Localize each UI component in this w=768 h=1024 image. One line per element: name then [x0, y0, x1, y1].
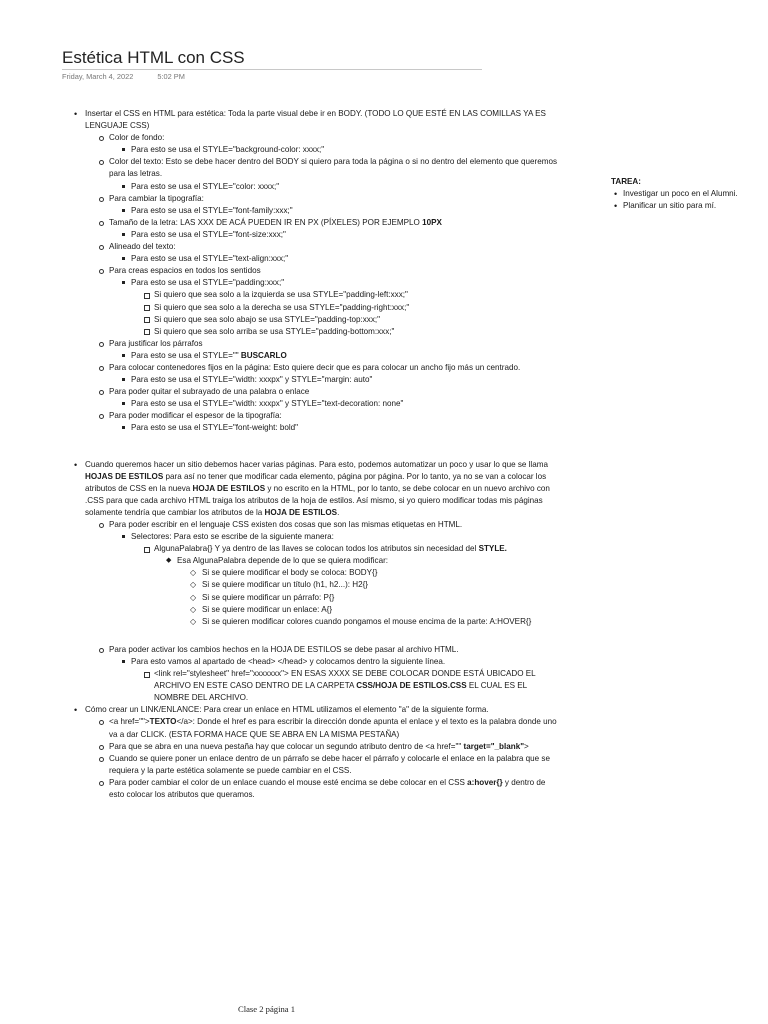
list-item: Para esto se usa el STYLE="" BUSCARLO [121, 350, 562, 362]
list-item: Color de fondo: Para esto se usa el STYLE="background-color: xxxx;" [97, 132, 562, 156]
list-item: Para poder escribir en el lenguaje CSS existen dos cosas que son las mismas etiquetas en HTML. Selectores: Para esto se escribe de la siguiente manera: AlgunaPalabra{} Y ya dentro de las llaves se colocan todos los atributos sin necesidad del STYLE. ◆ Esa AlgunaPalabra depende de lo que se quiera modificar: ◇ Si se quiere modificar el body se coloca: BODY{} ◇ Si se quiere modificar un título (h1, h2...): H2{} ◇ Si se quiere modificar un párrafo: P{} ◇ Si se quiere modificar un enlace: A{} ◇ Si se quieren modificar colores cuando pongamos el mouse encima de la parte: A:HOVER{} [97, 519, 562, 628]
list-item: Para cambiar la tipografía: Para esto se usa el STYLE="font-family:xxx;" [97, 193, 562, 217]
title-divider [62, 69, 482, 70]
list-item: Para colocar contenedores fijos en la página: Esto quiere decir que es para colocar un ancho fijo más un centrado. Para esto se usa el STYLE="width: xxxpx" y STYLE="margin: auto" [97, 362, 562, 386]
list-item: Si quiero que sea solo abajo se usa STYLE="padding-top:xxx;" [143, 314, 562, 326]
list-item: Si quiero que sea solo a la derecha se usa STYLE="padding-right:xxx;" [143, 302, 562, 314]
list-item: • Investigar un poco en el Alumni. [611, 188, 768, 200]
list-item: Para esto se usa el STYLE="font-size:xxx;" [121, 229, 562, 241]
list-item: ◆ Esa AlgunaPalabra depende de lo que se quiera modificar: ◇ Si se quiere modificar el body se coloca: BODY{} ◇ Si se quiere modificar un título (h1, h2...): H2{} ◇ Si se quiere modificar un párrafo: P{} ◇ Si se quiere modificar un enlace: A{} ◇ Si se quieren modificar colores cuando pongamos el mouse encima de la parte: A:HOVER{} [166, 555, 562, 628]
list-item: Cuando se quiere poner un enlace dentro de un párrafo se debe hacer el párrafo y colocarle el enlace en la palabra que se requiera y la parte estética solamente se puede cambiar en el CSS. [97, 753, 562, 777]
list-item: Para poder activar los cambios hechos en la HOJA DE ESTILOS se debe pasar al archivo HTML. Para esto vamos al apartado de <head> </head> y colocamos dentro la siguiente línea. <link rel="stylesheet" href="xxxxxxx"> EN ESAS XXXX SE DEBE COLOCAR DONDE ESTÁ UBICADO EL ARCHIVO EN ESTE CASO DENTRO DE LA CARPETA CSS/HOJA DE ESTILOS.CSS EL CUAL ES EL NOMBRE DEL ARCHIVO. [97, 644, 562, 704]
list-item: Para justificar los párrafos Para esto se usa el STYLE="" BUSCARLO [97, 338, 562, 362]
list-item: Selectores: Para esto se escribe de la siguiente manera: AlgunaPalabra{} Y ya dentro de las llaves se colocan todos los atributos sin necesidad del STYLE. ◆ Esa AlgunaPalabra depende de lo que se quiera modificar: ◇ Si se quiere modificar el body se coloca: BODY{} ◇ Si se quiere modificar un título (h1, h2...): H2{} ◇ Si se quiere modificar un párrafo: P{} ◇ Si se quiere modificar un enlace: A{} ◇ Si se quieren modificar colores cuando pongamos el mouse encima de la parte: A:HOVER{} [121, 531, 562, 628]
note-body [62, 108, 562, 801]
list-item: Para poder modificar el espesor de la tipografía: Para esto se usa el STYLE="font-weight: bold" [97, 410, 562, 434]
list-item: Para que se abra en una nueva pestaña hay que colocar un segundo atributo dentro de <a href="" target="_blank"> [97, 741, 562, 753]
list-item: Para esto se usa el STYLE="text-align:xxx;" [121, 253, 562, 265]
list-item: • Insertar el CSS en HTML para estética: Toda la parte visual debe ir en BODY. (TODO LO QUE ESTÉ EN LAS COMILLAS YA ES LENGUAJE CSS) Color de fondo: Para esto se usa el STYLE="background-color: xxxx;" Color del texto: Esto se debe hacer dentro del BODY si quiero para toda la página o si no dentro del elemento que queremos para las letras. Para esto se usa el STYLE="color: xxxx;" Para cambiar la tipografía: Para esto se usa el STYLE="font-family:xxx;" Tamaño de la letra: LAS XXX DE ACÁ PUEDEN IR EN PX (PÍXELES) POR EJEMPLO 10PX Para esto se usa el STYLE="font-size:xxx;" Alineado del texto: Para esto se usa el STYLE="text-align:xxx;" Para creas espacios en todos los sentidos Para esto se usa el STYLE="padding:xxx;" Si quiero que sea solo a la izquierda se usa STYLE="padding-left:xxx;" Si quiero que sea solo a la derecha se usa STYLE="padding-right:xxx;" Si quiero que sea solo abajo se usa STYLE="padding-top:xxx;" Si quiero que sea solo arriba se usa STYLE="padding-bottom:xxx;" Para justificar los párrafos Para esto se usa el STYLE="" BUSCARLO Para colocar contenedores fijos en la página: Esto quiere decir que es para colocar un ancho fijo más un centrado. Para esto se usa el STYLE="width: xxxpx" y STYLE="margin: auto" Para poder quitar el subrayado de una palabra o enlace Para esto se usa el STYLE="width: xxxpx" y STYLE="text-decoration: none" Para poder modificar el espesor de la tipografía: Para esto se usa el STYLE="font-weight: bold" [62, 108, 562, 435]
tarea-title: TAREA: [611, 177, 641, 186]
tarea-note [611, 176, 768, 212]
list-item: Tamaño de la letra: LAS XXX DE ACÁ PUEDEN IR EN PX (PÍXELES) POR EJEMPLO 10PX Para esto se usa el STYLE="font-size:xxx;" [97, 217, 562, 241]
list-item: AlgunaPalabra{} Y ya dentro de las llaves se colocan todos los atributos sin necesidad del STYLE. ◆ Esa AlgunaPalabra depende de lo que se quiera modificar: ◇ Si se quiere modificar el body se coloca: BODY{} ◇ Si se quiere modificar un título (h1, h2...): H2{} ◇ Si se quiere modificar un párrafo: P{} ◇ Si se quiere modificar un enlace: A{} ◇ Si se quieren modificar colores cuando pongamos el mouse encima de la parte: A:HOVER{} [143, 543, 562, 628]
list-item: Para creas espacios en todos los sentidos Para esto se usa el STYLE="padding:xxx;" Si quiero que sea solo a la izquierda se usa STYLE="padding-left:xxx;" Si quiero que sea solo a la derecha se usa STYLE="padding-right:xxx;" Si quiero que sea solo abajo se usa STYLE="padding-top:xxx;" Si quiero que sea solo arriba se usa STYLE="padding-bottom:xxx;" [97, 265, 562, 338]
list-item: • Cómo crear un LINK/ENLANCE: Para crear un enlace en HTML utilizamos el elemento "a" de la siguiente forma. <a href="">TEXTO</a>: Donde el href es para escribir la dirección donde apunta el enlace y el texto es la palabra donde uno va a dar CLICK. (ESTA FORMA HACE QUE SE ABRA EN LA MISMA PESTAÑA) Para que se abra en una nueva pestaña hay que colocar un segundo atributo dentro de <a href="" target="_blank"> Cuando se quiere poner un enlace dentro de un párrafo se debe hacer el párrafo y colocarle el enlace en la palabra que se requiera y la parte estética solamente se puede cambiar en el CSS. Para poder cambiar el color de un enlace cuando el mouse esté encima se debe colocar en el CSS a:hover{} y dentro de esto colocar los atributos que queramos. [62, 704, 562, 801]
note-time: 5:02 PM [157, 72, 185, 81]
note-meta [62, 72, 185, 81]
list-item: <a href="">TEXTO</a>: Donde el href es para escribir la dirección donde apunta el enlace y el texto es la palabra donde uno va a dar CLICK. (ESTA FORMA HACE QUE SE ABRA EN LA MISMA PESTAÑA) [97, 716, 562, 740]
list-item: <link rel="stylesheet" href="xxxxxxx"> EN ESAS XXXX SE DEBE COLOCAR DONDE ESTÁ UBICADO EL ARCHIVO EN ESTE CASO DENTRO DE LA CARPETA CSS/HOJA DE ESTILOS.CSS EL CUAL ES EL NOMBRE DEL ARCHIVO. [143, 668, 562, 704]
page-title: Estética HTML con CSS [62, 48, 245, 67]
list-item: Para poder quitar el subrayado de una palabra o enlace Para esto se usa el STYLE="width: xxxpx" y STYLE="text-decoration: none" [97, 386, 562, 410]
list-item: Para esto se usa el STYLE="font-weight: bold" [121, 422, 562, 434]
list-item: Para esto se usa el STYLE="font-family:xxx;" [121, 205, 562, 217]
list-item: Para esto se usa el STYLE="color: xxxx;" [121, 181, 562, 193]
list-item: ◇ Si se quieren modificar colores cuando pongamos el mouse encima de la parte: A:HOVER{} [189, 616, 562, 628]
list-item: Para poder cambiar el color de un enlace cuando el mouse esté encima se debe colocar en el CSS a:hover{} y dentro de esto colocar los atributos que queramos. [97, 777, 562, 801]
list-item: Para esto vamos al apartado de <head> </head> y colocamos dentro la siguiente línea. <link rel="stylesheet" href="xxxxxxx"> EN ESAS XXXX SE DEBE COLOCAR DONDE ESTÁ UBICADO EL ARCHIVO EN ESTE CASO DENTRO DE LA CARPETA CSS/HOJA DE ESTILOS.CSS EL CUAL ES EL NOMBRE DEL ARCHIVO. [121, 656, 562, 704]
list-item: Para esto se usa el STYLE="background-color: xxxx;" [121, 144, 562, 156]
list-item: Para esto se usa el STYLE="padding:xxx;" Si quiero que sea solo a la izquierda se usa STYLE="padding-left:xxx;" Si quiero que sea solo a la derecha se usa STYLE="padding-right:xxx;" Si quiero que sea solo abajo se usa STYLE="padding-top:xxx;" Si quiero que sea solo arriba se usa STYLE="padding-bottom:xxx;" [121, 277, 562, 337]
list-item: Si quiero que sea solo a la izquierda se usa STYLE="padding-left:xxx;" [143, 289, 562, 301]
list-item: Alineado del texto: Para esto se usa el STYLE="text-align:xxx;" [97, 241, 562, 265]
list-item: Color del texto: Esto se debe hacer dentro del BODY si quiero para toda la página o si no dentro del elemento que queremos para las letras. Para esto se usa el STYLE="color: xxxx;" [97, 156, 562, 192]
page-footer: Clase 2 página 1 [238, 1004, 296, 1014]
list-item: • Cuando queremos hacer un sitio debemos hacer varias páginas. Para esto, podemos automatizar un poco y usar lo que se llama HOJAS DE ESTILOS para así no tener que modificar cada elemento, página por página. Por lo tanto, ya no se van a colocar los atributos de CSS en la nueva HOJA DE ESTILOS y no escrito en la HTML, por lo tanto, se debe colocar en un nuevo archivo con .CSS para que cada archivo HTML traiga los atributos de la hoja de estilos. Así mismo, si yo quiero modificar todas mis páginas solamente tendría que cambiar los atributos de la HOJA DE ESTILOS. Para poder escribir en el lenguaje CSS existen dos cosas que son las mismas etiquetas en HTML. Selectores: Para esto se escribe de la siguiente manera: AlgunaPalabra{} Y ya dentro de las llaves se colocan todos los atributos sin necesidad del STYLE. ◆ Esa AlgunaPalabra depende de lo que se quiera modificar: ◇ Si se quiere modificar el body se coloca: BODY{} ◇ Si se quiere modificar un título (h1, h2...): H2{} ◇ Si se quiere modificar un párrafo: P{} ◇ Si se quiere modificar un enlace: A{} ◇ Si se quieren modificar colores cuando pongamos el mouse encima de la parte: A:HOVER{} Para poder activar los cambios hechos en la HOJA DE ESTILOS se debe pasar al archivo HTML. Para esto vamos al apartado de <head> </head> y colocamos dentro la siguiente línea. <link rel="stylesheet" href="xxxxxxx"> EN ESAS XXXX SE DEBE COLOCAR DONDE ESTÁ UBICADO EL ARCHIVO EN ESTE CASO DENTRO DE LA CARPETA CSS/HOJA DE ESTILOS.CSS EL CUAL ES EL NOMBRE DEL ARCHIVO. [62, 459, 562, 705]
list-item: ◇ Si se quiere modificar el body se coloca: BODY{} [189, 567, 562, 579]
list-item: • Planificar un sitio para mí. [611, 200, 768, 212]
note-date: Friday, March 4, 2022 [62, 72, 134, 81]
list-item: ◇ Si se quiere modificar un enlace: A{} [189, 604, 562, 616]
list-item: Para esto se usa el STYLE="width: xxxpx" y STYLE="margin: auto" [121, 374, 562, 386]
list-item: ◇ Si se quiere modificar un párrafo: P{} [189, 592, 562, 604]
list-item: Si quiero que sea solo arriba se usa STYLE="padding-bottom:xxx;" [143, 326, 562, 338]
list-item: ◇ Si se quiere modificar un título (h1, h2...): H2{} [189, 579, 562, 591]
list-item: Para esto se usa el STYLE="width: xxxpx" y STYLE="text-decoration: none" [121, 398, 562, 410]
